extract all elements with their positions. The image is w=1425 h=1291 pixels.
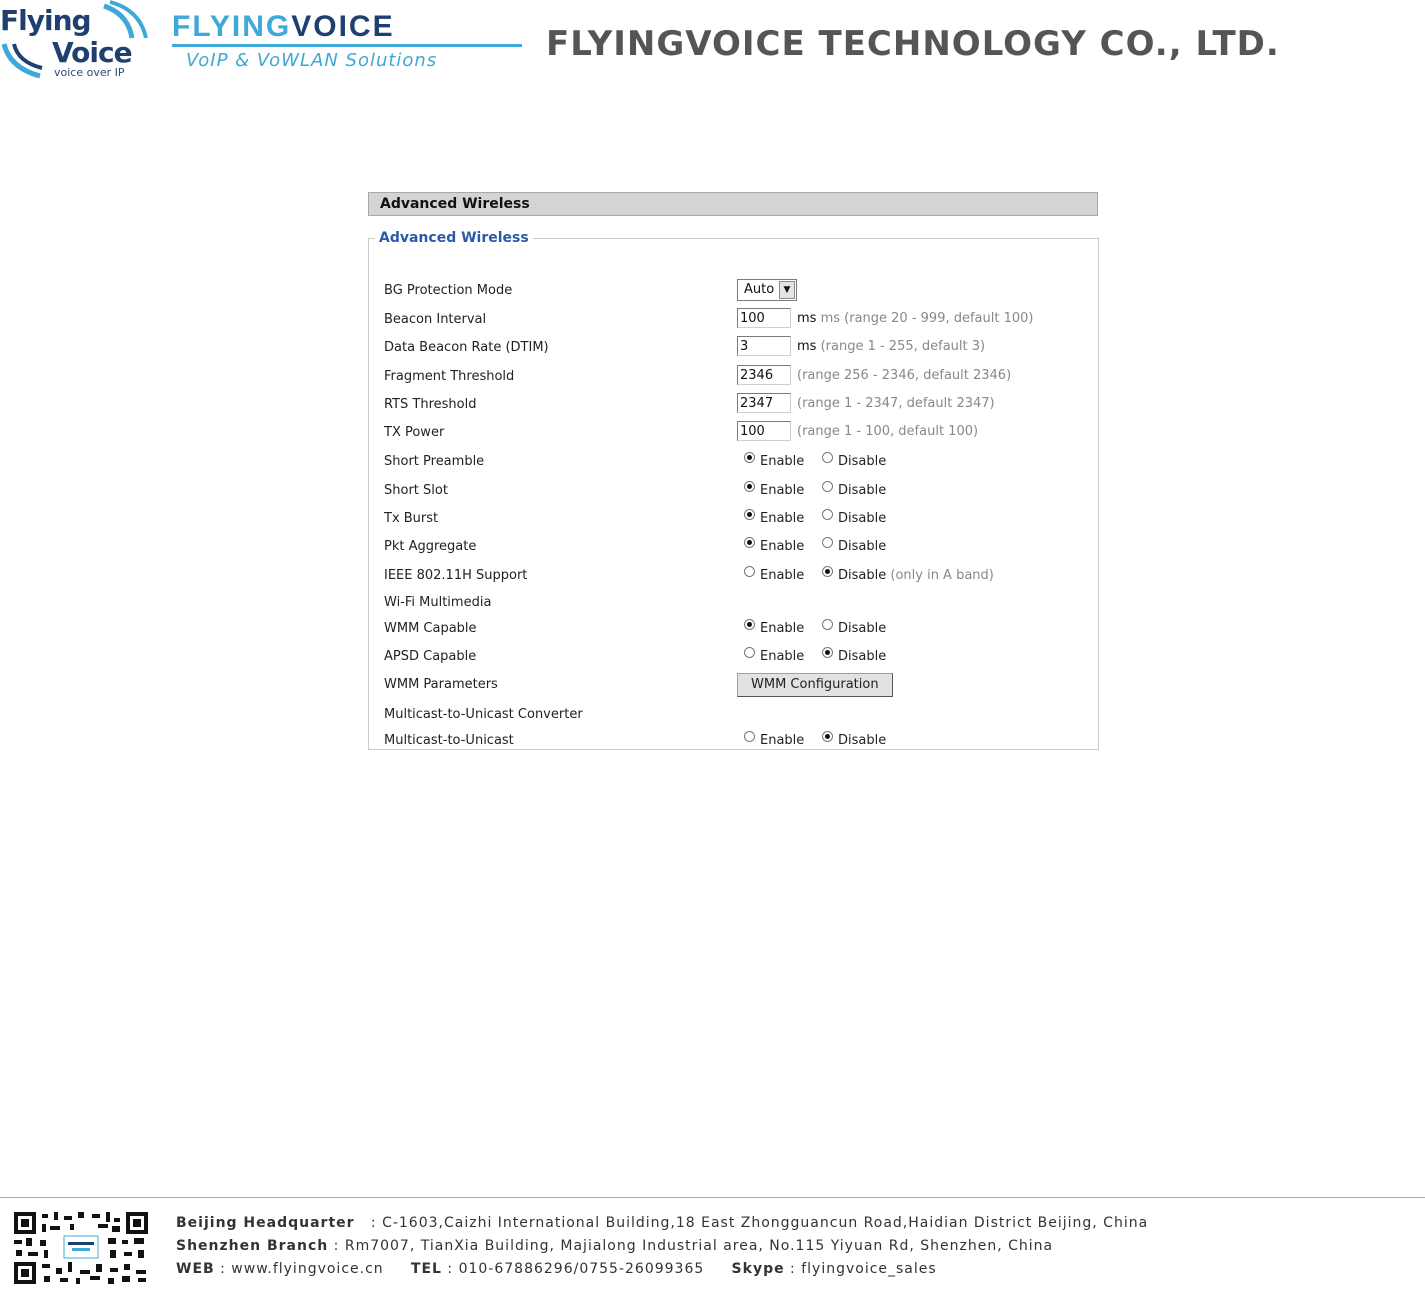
radio-dot[interactable] — [744, 619, 755, 630]
bg-protection-select[interactable] — [737, 279, 797, 301]
beacon-interval-hint: ms (range 20 - 999, default 100) — [820, 311, 1034, 326]
sz-address: : Rm7007, TianXia Building, Majialong Industrial area, No.115 Yiyuan Rd, Shenzhen, China — [333, 1238, 1054, 1254]
beacon-interval-label: Beacon Interval — [384, 312, 487, 327]
brand-wordmark — [172, 10, 522, 80]
rts-threshold-input[interactable] — [737, 393, 791, 413]
row-m2u-converter — [369, 703, 1100, 727]
radio-dot[interactable] — [744, 731, 755, 742]
hq-label: Beijing Headquarter — [176, 1215, 355, 1231]
rts-threshold-hint: (range 1 - 2347, default 2347) — [797, 396, 995, 411]
enable-label: Enable — [760, 649, 805, 664]
disable-label: Disable — [838, 621, 887, 636]
tx-power-input[interactable] — [737, 421, 791, 441]
dtim-label: Data Beacon Rate (DTIM) — [384, 340, 549, 355]
footer-headquarter — [176, 1215, 1148, 1231]
brand-name — [172, 10, 395, 44]
m2u-enable-radio[interactable] — [744, 733, 804, 748]
row-beacon-interval — [369, 308, 1100, 332]
apsd-capable-disable-radio[interactable] — [822, 649, 886, 664]
radio-dot[interactable] — [822, 731, 833, 742]
enable-label: Enable — [760, 539, 805, 554]
chevron-down-icon[interactable]: ▼ — [779, 281, 795, 299]
disable-label: Disable — [838, 539, 887, 554]
radio-dot[interactable] — [744, 509, 755, 520]
brand-underline — [172, 44, 522, 47]
pkt-aggregate-disable-radio[interactable] — [822, 539, 886, 554]
tel-value: : 010-67886296/0755-26099365 — [447, 1261, 705, 1277]
row-fragment-threshold — [369, 365, 1100, 389]
radio-dot[interactable] — [744, 481, 755, 492]
enable-label: Enable — [760, 483, 805, 498]
radio-dot[interactable] — [744, 566, 755, 577]
fragment-threshold-hint: (range 256 - 2346, default 2346) — [797, 368, 1012, 383]
panel-title: Advanced Wireless — [368, 192, 1098, 216]
tx-burst-disable-radio[interactable] — [822, 511, 886, 526]
row-dtim — [369, 336, 1100, 360]
enable-label: Enable — [760, 454, 805, 469]
radio-dot[interactable] — [822, 566, 833, 577]
beacon-interval-input[interactable] — [737, 308, 791, 328]
disable-label: Disable — [838, 483, 887, 498]
disable-label: Disable — [838, 568, 887, 583]
radio-dot[interactable] — [744, 647, 755, 658]
row-wmm-parameters — [369, 673, 1100, 697]
disable-label: Disable — [838, 511, 887, 526]
footer-divider — [0, 1197, 1425, 1198]
logo-text-line3: voice over IP — [54, 66, 125, 79]
brand-tagline: VoIP & VoWLAN Solutions — [186, 50, 438, 71]
fieldset-legend: Advanced Wireless — [379, 230, 529, 246]
row-wifi-multimedia — [369, 591, 1100, 615]
dtim-input[interactable] — [737, 336, 791, 356]
m2u-disable-radio[interactable] — [822, 733, 886, 748]
fragment-threshold-label: Fragment Threshold — [384, 369, 515, 384]
radio-dot[interactable] — [822, 619, 833, 630]
web-value: : www.flyingvoice.cn — [220, 1261, 384, 1277]
radio-dot[interactable] — [822, 452, 833, 463]
enable-label: Enable — [760, 733, 805, 748]
row-m2u — [369, 729, 1100, 753]
skype-label: Skype — [731, 1261, 785, 1277]
skype-value: : flyingvoice_sales — [790, 1261, 937, 1277]
enable-label: Enable — [760, 511, 805, 526]
radio-dot[interactable] — [822, 481, 833, 492]
logo-text-line2: Voice — [52, 36, 132, 69]
row-pkt-aggregate — [369, 535, 1100, 559]
radio-dot[interactable] — [822, 537, 833, 548]
tel-label: TEL — [410, 1261, 442, 1277]
radio-dot[interactable] — [744, 452, 755, 463]
wifi-multimedia-label: Wi-Fi Multimedia — [384, 595, 492, 610]
tx-burst-label: Tx Burst — [384, 511, 439, 526]
row-short-slot — [369, 479, 1100, 503]
short-slot-disable-radio[interactable] — [822, 483, 886, 498]
m2u-label: Multicast-to-Unicast — [384, 733, 514, 748]
row-tx-burst — [369, 507, 1100, 531]
wmm-capable-label: WMM Capable — [384, 621, 477, 636]
short-preamble-disable-radio[interactable] — [822, 454, 886, 469]
disable-label: Disable — [838, 649, 887, 664]
advanced-wireless-fieldset — [368, 230, 1099, 750]
row-apsd-capable — [369, 645, 1100, 669]
enable-label: Enable — [760, 621, 805, 636]
short-slot-enable-radio[interactable] — [744, 483, 804, 498]
dtim-hint: (range 1 - 255, default 3) — [820, 339, 986, 354]
apsd-capable-enable-radio[interactable] — [744, 649, 804, 664]
row-tx-power — [369, 421, 1100, 445]
m2u-converter-label: Multicast-to-Unicast Converter — [384, 707, 583, 722]
short-preamble-enable-radio[interactable] — [744, 454, 804, 469]
dtim-unit: ms — [797, 339, 817, 354]
row-rts-threshold — [369, 393, 1100, 417]
radio-dot[interactable] — [822, 509, 833, 520]
fragment-threshold-input[interactable] — [737, 365, 791, 385]
beacon-interval-unit: ms — [797, 311, 817, 326]
ieee-80211h-disable-radio[interactable] — [822, 568, 994, 583]
bg-protection-value: Auto — [744, 282, 775, 297]
enable-label: Enable — [760, 568, 805, 583]
rts-threshold-label: RTS Threshold — [384, 397, 477, 412]
qr-code-icon — [14, 1212, 148, 1284]
radio-dot[interactable] — [744, 537, 755, 548]
flyingvoice-logo — [0, 0, 156, 80]
web-label: WEB — [176, 1261, 215, 1277]
radio-dot[interactable] — [822, 647, 833, 658]
logo-text-line1: Flying — [0, 4, 91, 37]
row-wmm-capable — [369, 617, 1100, 641]
row-bg-protection — [369, 279, 1100, 303]
wmm-capable-enable-radio[interactable] — [744, 621, 804, 636]
wmm-parameters-label: WMM Parameters — [384, 677, 498, 692]
short-slot-label: Short Slot — [384, 483, 448, 498]
apsd-capable-label: APSD Capable — [384, 649, 477, 664]
tx-power-hint: (range 1 - 100, default 100) — [797, 424, 979, 439]
brand-name-voice: VOICE — [291, 10, 395, 43]
pkt-aggregate-enable-radio[interactable] — [744, 539, 804, 554]
wmm-capable-disable-radio[interactable] — [822, 621, 886, 636]
tx-burst-enable-radio[interactable] — [744, 511, 804, 526]
pkt-aggregate-label: Pkt Aggregate — [384, 539, 477, 554]
sz-label: Shenzhen Branch — [176, 1238, 329, 1254]
footer-contacts — [176, 1261, 937, 1277]
bg-protection-label: BG Protection Mode — [384, 283, 513, 298]
wmm-configuration-button[interactable]: WMM Configuration — [737, 673, 893, 697]
company-name: FLYINGVOICE TECHNOLOGY CO., LTD. — [546, 24, 1280, 64]
row-ieee-80211h — [369, 564, 1100, 588]
ieee-80211h-hint: (only in A band) — [890, 568, 994, 583]
tx-power-label: TX Power — [384, 425, 445, 440]
ieee-80211h-label: IEEE 802.11H Support — [384, 568, 528, 583]
ieee-80211h-enable-radio[interactable] — [744, 568, 804, 583]
row-short-preamble — [369, 450, 1100, 474]
hq-address: : C-1603,Caizhi International Building,18 East Zhongguancun Road,Haidian District Beijing, China — [370, 1215, 1149, 1231]
disable-label: Disable — [838, 454, 887, 469]
short-preamble-label: Short Preamble — [384, 454, 485, 469]
disable-label: Disable — [838, 733, 887, 748]
footer-branch — [176, 1238, 1053, 1254]
brand-name-flying: FLYING — [172, 10, 292, 43]
